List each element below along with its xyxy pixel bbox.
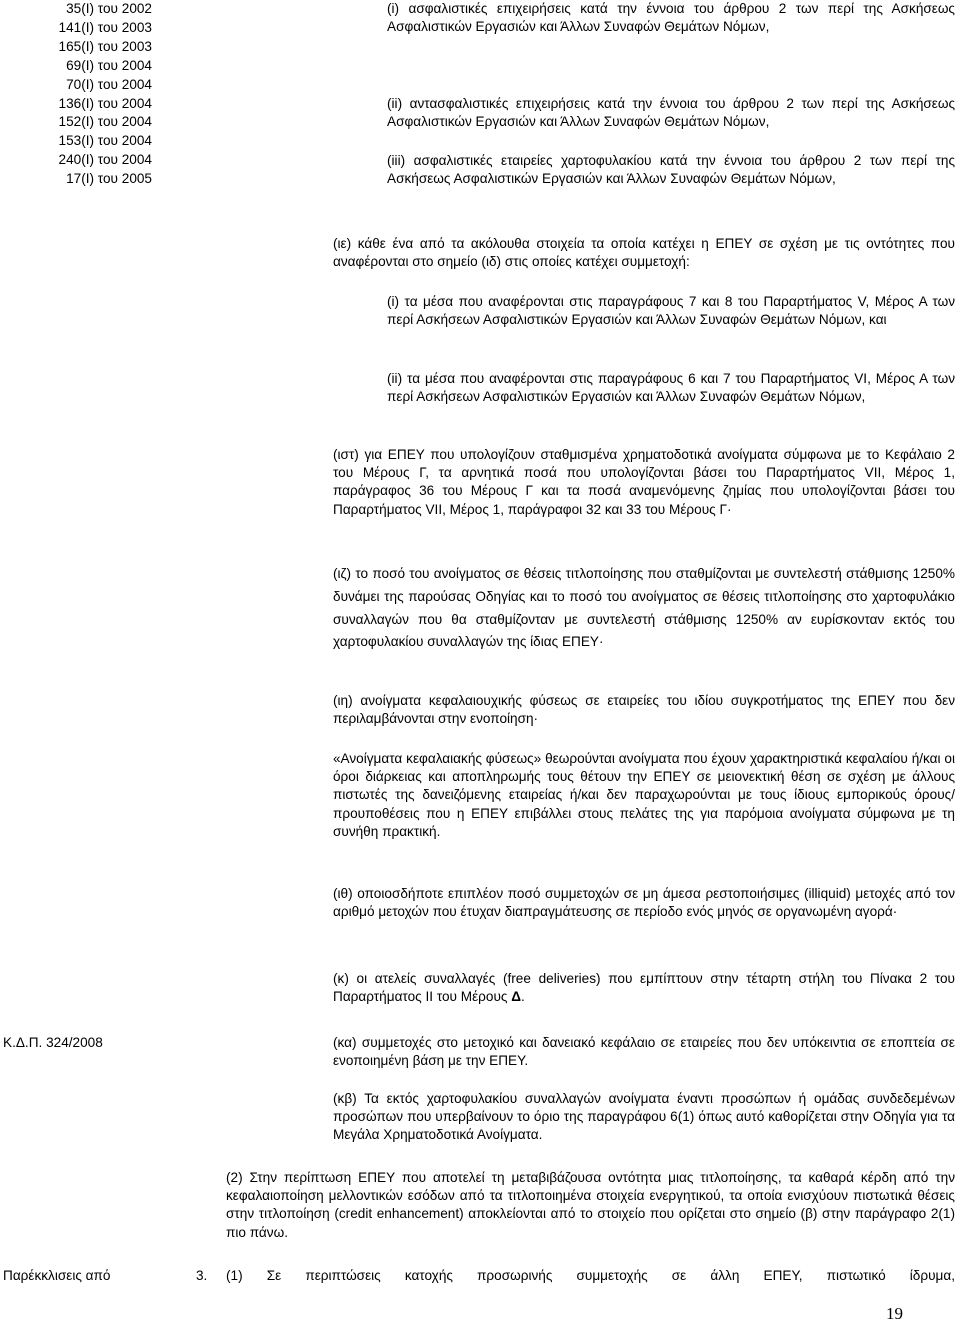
law-ref: 141(Ι) του 2003 (58, 19, 152, 35)
law-ref: 136(Ι) του 2004 (58, 95, 152, 111)
item-ith: (ιθ) οποιοσδήποτε επιπλέον ποσό συμμετοχών σε μη άμεσα ρεστοποιήσιμες (illiquid) μετοχές από τον αριθμό μετοχών που έτυχαν διαπραγμάτευσης σε περίοδο ενός μηνός σε οργανωμένη αγορά· (333, 886, 955, 920)
definition-capital-exposures: «Ανοίγματα κεφαλαιακής φύσεως» θεωρούνται ανοίγματα που έχουν χαρακτηριστικά κεφαλαίου ή/και οι όροι διάρκειας και αποπληρωμής τους θέτουν την ΕΠΕΥ σε μειονεκτική θέση σε σχέση με άλλους πιστωτές της δανειζόμενης εταιρείας ή/και δεν παραχωρούνται με τους ίδιους εμπορικούς όρους/προυποθέσεις που η ΕΠΕΥ επιβάλλει στους πελάτες της για παρόμοια ανοίγματα σύμφωνα με τη συνήθη πρακτική. (333, 751, 955, 839)
item-k-part-letter: Δ (511, 989, 521, 1005)
law-ref: 70(Ι) του 2004 (66, 76, 152, 92)
item-ist: (ιστ) για ΕΠΕΥ που υπολογίζουν σταθμισμένα χρηματοδοτικά ανοίγματα σύμφωνα με το Κεφάλαιο 2 του Μέρους Γ, τα αρνητικά ποσά που υπολογίζονται βάσει του Παραρτήματος VII, Μέρος 1, παράγραφος 36 του Μέρους Γ και τα ποσά αναμενόμενης ζημίας που υπολογίζονται βάσει του Παραρτήματος VII, Μέρος 1, παράγραφοι 32 και 33 του Μέρους Γ· (333, 447, 955, 517)
subitem-iii-top: (iii) ασφαλιστικές εταιρείες χαρτοφυλακίου κατά την έννοια του άρθρου 2 των περί της Ασκήσεως Ασφαλιστικών Εργασιών και Άλλων Συναφών Θεμάτων Νόμων, (387, 153, 955, 187)
item-ih: (ιη) ανοίγματα κεφαλαιουχικής φύσεως σε εταιρείες του ιδίου συγκροτήματος της ΕΠΕΥ που δεν περιλαμβάνονται στην ενοποίηση· (333, 693, 955, 727)
paragraph-2: (2) Στην περίπτωση ΕΠΕΥ που αποτελεί τη μεταβιβάζουσα οντότητα μιας τιτλοποίησης, τα καθαρά κέρδη από την κεφαλαιοποίηση μελλοντικών εσόδων από τα τιτλοποιημένα στοιχεία ενεργητικού, τα οποία ενισχύουν πιστωτικά θέσεις στην τιτλοποίηση (credit enhancement) αποκλείονται από το στοιχείο που ορίζεται στο σημείο (β) στην παράγραφο 2(1) πιο πάνω. (226, 1170, 955, 1240)
section-3-number: 3. (196, 1268, 208, 1283)
subitem-ie-ii: (ii) τα μέσα που αναφέρονται στις παραγράφους 6 και 7 του Παραρτήματος VI, Μέρος Α των περί Ασκήσεων Ασφαλιστικών Εργασιών και Άλλων Συναφών Θεμάτων Νόμων, (387, 371, 955, 405)
item-iz: (ιζ) το ποσό του ανοίγματος σε θέσεις τιτλοποίησης που σταθμίζονται με συντελεστή στάθμισης 1250% δυνάμει της παρούσας Οδηγίας και το ποσό του ανοίγματος σε θέσεις τιτλοποίησης στο χαρτοφυλάκιο συναλλαγών που θα σταθμίζονταν με συντελεστή στάθμισης 1250% αν ευρίσκονταν εκτός του χαρτοφυλακίου συναλλαγών της ίδιας ΕΠΕΥ· (333, 566, 955, 650)
item-k-end: . (521, 989, 525, 1005)
subitem-ie-i: (i) τα μέσα που αναφέρονται στις παραγράφους 7 και 8 του Παραρτήματος V, Μέρος Α των περί Ασκήσεων Ασφαλιστικών Εργασιών και Άλλων Συναφών Θεμάτων Νόμων, και (387, 294, 955, 328)
margin-derogations-heading: Παρέκκλισεις από (3, 1268, 111, 1283)
law-ref: 165(Ι) του 2003 (58, 38, 152, 54)
subitem-ii-top: (ii) αντασφαλιστικές επιχειρήσεις κατά την έννοια του άρθρου 2 των περί της Ασκήσεως Ασφαλιστικών Εργασιών και Άλλων Συναφών Θεμάτων Νόμων, (387, 96, 955, 130)
item-ie: (ιε) κάθε ένα από τα ακόλουθα στοιχεία τα οποία κατέχει η ΕΠΕΥ σε σχέση με τις οντότητες που αναφέρονται στο σημείο (ιδ) στις οποίες κατέχει συμμετοχή: (333, 236, 955, 270)
subitem-i-top: (i) ασφαλιστικές επιχειρήσεις κατά την έννοια του άρθρου 2 των περί της Ασκήσεως Ασφαλιστικών Εργασιών και Άλλων Συναφών Θεμάτων Νόμων, (387, 1, 955, 35)
section-3-paragraph-1: (1) Σε περιπτώσεις κατοχής προσωρινής συμμετοχής σε άλλη ΕΠΕΥ, πιστωτικό ίδρυμα, (226, 1268, 955, 1283)
item-k (333, 970, 955, 1006)
law-ref: 152(Ι) του 2004 (58, 114, 152, 130)
margin-law-references (0, 0, 152, 189)
item-ka: (κα) συμμετοχές στο μετοχικό και δανειακό κεφάλαιο σε εταιρείες που δεν υπόκειντια σε εποπτεία σε ενοποιημένη βάση με την ΕΠΕΥ. (333, 1035, 955, 1069)
law-ref: 69(Ι) του 2004 (66, 57, 152, 73)
margin-kdp-reference: Κ.Δ.Π. 324/2008 (3, 1035, 103, 1050)
law-ref: 153(Ι) του 2004 (58, 133, 152, 149)
item-kb: (κβ) Τα εκτός χαρτοφυλακίου συναλλαγών ανοίγματα έναντι προσώπων ή ομάδας συνδεδεμένων προσώπων που υπερβαίνουν το όριο της παραγράφου 6(1) όπως αυτό καθορίζεται στην Οδηγία για τα Μεγάλα Χρηματοδοτικά Ανοίγματα. (333, 1091, 955, 1143)
law-ref: 240(Ι) του 2004 (58, 152, 152, 168)
law-ref: 35(Ι) του 2002 (66, 1, 152, 16)
page-number: 19 (886, 1304, 903, 1323)
item-k-text: (κ) οι ατελείς συναλλαγές (free deliveries) που εμπίπτουν στην τέταρτη στήλη του Πίνακα 2 του Παραρτήματος ΙΙ του Μέρους (333, 971, 955, 1005)
law-ref: 17(Ι) του 2005 (66, 171, 152, 187)
